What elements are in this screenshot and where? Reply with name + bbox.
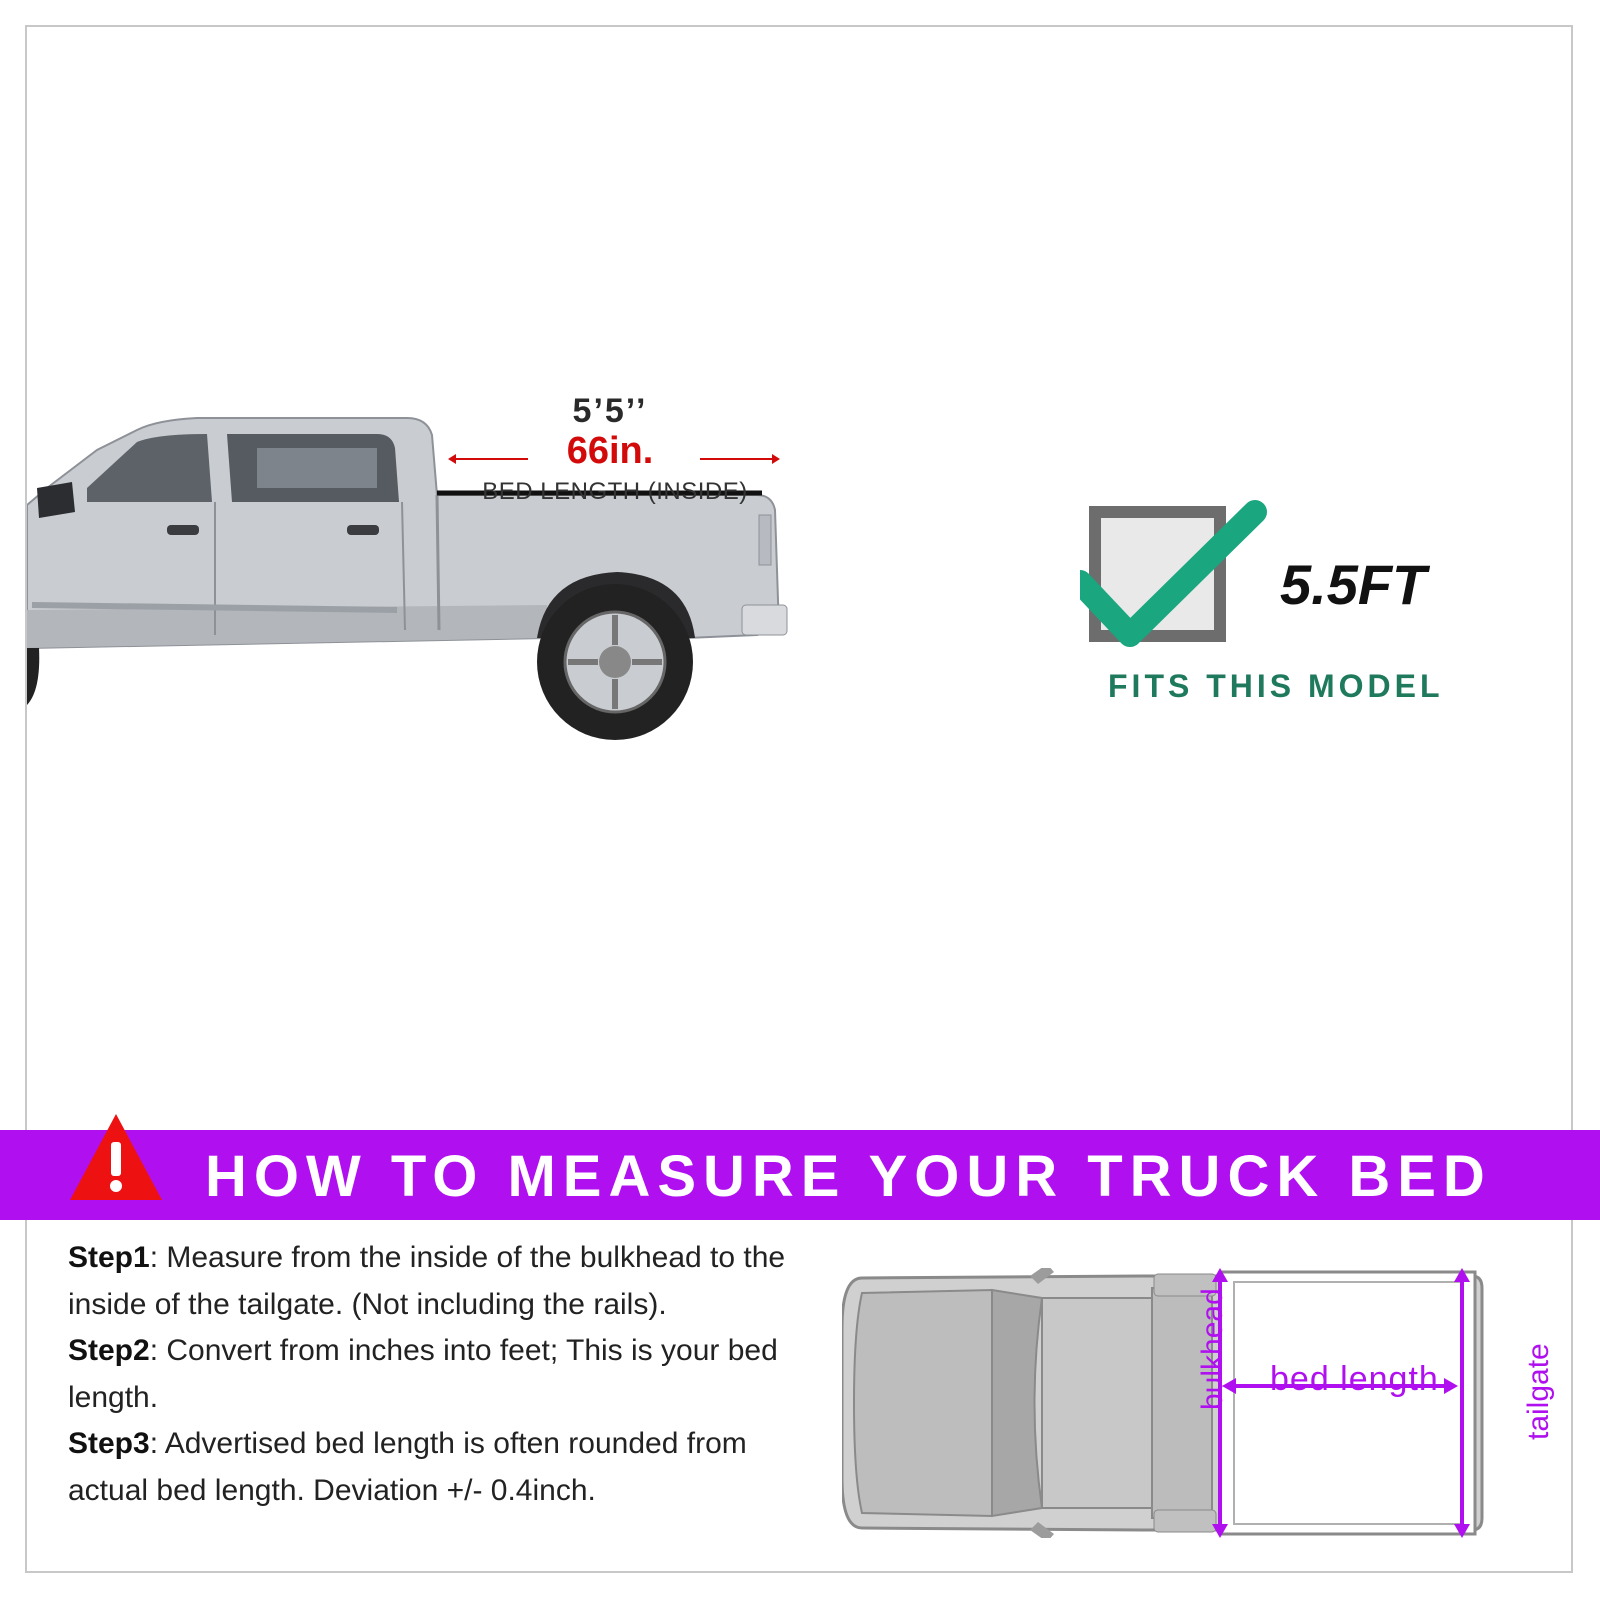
banner-title: HOW TO MEASURE YOUR TRUCK BED [205,1144,1492,1209]
step-3 [68,1421,828,1514]
step-1-tag: Step1 [68,1241,150,1274]
fit-bed-size: 5.5FT [1280,553,1427,616]
step-1 [68,1235,828,1328]
step-2-tag: Step2 [68,1334,150,1367]
step-3-text: : Advertised bed length is often rounded from actual bed length. Deviation +/- 0.4inch. [68,1427,747,1507]
step-3-tag: Step3 [68,1427,150,1460]
warning-icon [68,1112,164,1202]
checkmark-icon [1080,500,1270,660]
bed-length-feet-inches: 5’5’’ [572,392,648,430]
step-1-text: : Measure from the inside of the bulkhead to the inside of the tailgate. (Not including the rails). [68,1241,786,1321]
step-2 [68,1328,828,1421]
bed-length-inches: 66in. [566,430,654,472]
step-2-text: : Convert from inches into feet; This is your bed length. [68,1334,778,1414]
bed-length-diagram-label: bed length [1270,1360,1439,1398]
fit-status-text: FITS THIS MODEL [1108,668,1444,704]
bed-length-label: BED LENGTH (INSIDE) [482,478,748,505]
measurement-steps [68,1235,828,1514]
bulkhead-label: bulkhead [1196,1288,1229,1410]
tailgate-label: tailgate [1522,1343,1555,1440]
